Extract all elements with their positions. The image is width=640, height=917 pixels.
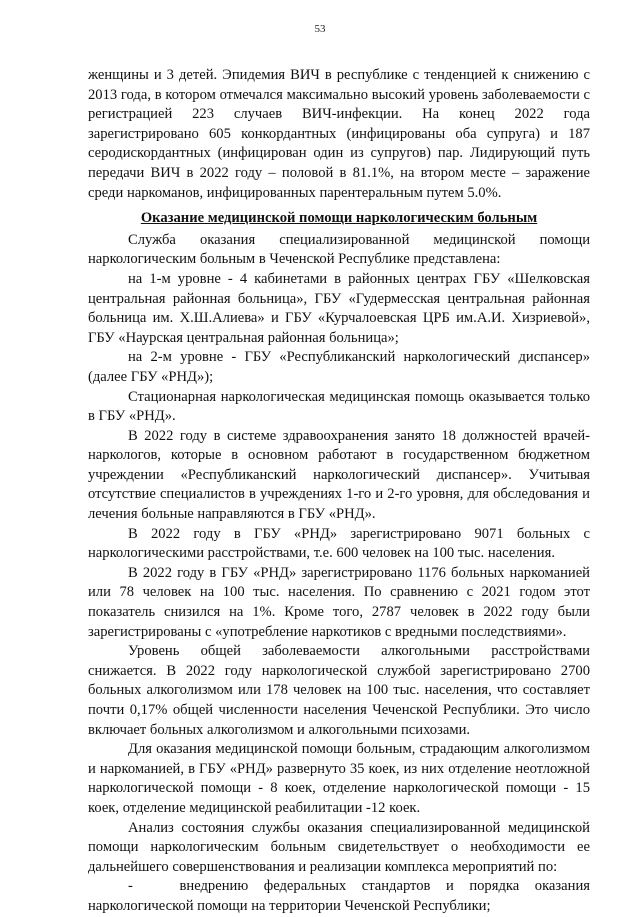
- paragraph: Стационарная наркологическая медицинская помощь оказывается только в ГБУ «РНД».: [88, 388, 590, 425]
- section-heading: Оказание медицинской помощи наркологическим больным: [140, 210, 538, 227]
- document-body: [88, 66, 590, 917]
- paragraph: на 1-м уровне - 4 кабинетами в районных центрах ГБУ «Шелковская центральная районная больница», ГБУ «Гудермесская центральная районная больница им. Х.Ш.Алиева» и ГБУ «Курчалоевская ЦРБ им.А.И. Хизриевой», ГБУ «Наурская центральная районная больница»;: [88, 270, 590, 346]
- page-number: 53: [314, 23, 326, 35]
- paragraph: женщины и 3 детей. Эпидемия ВИЧ в республике с тенденцией к снижению с 2013 года, в котором отмечался максимально высокий уровень заболеваемости с регистрацией 223 случаев ВИЧ-инфекции. На конец 2022 года зарегистрировано 605 конкордантных (инфицированы оба супруга) и 187 серодискордантных (инфицирован один из супругов) пар. Лидирующий путь передачи ВИЧ в 2022 году – половой в 81.1%, на втором месте – заражение среди наркоманов, инфицированных парентеральным путем 5.0%.: [88, 67, 590, 201]
- paragraph: на 2-м уровне - ГБУ «Республиканский наркологический диспансер» (далее ГБУ «РНД»);: [88, 349, 590, 385]
- paragraph: В 2022 году в системе здравоохранения занято 18 должностей врачей-наркологов, которые в основном работают в государственном бюджетном учреждении «Республиканский наркологический диспансер». Учитывая отсутствие специалистов в учреждениях 1-го и 2-го уровня, для обследования и лечения больные направляются в ГБУ «РНД».: [88, 427, 590, 523]
- list-item: - внедрению федеральных стандартов и порядка оказания наркологической помощи на территории Чеченской Республики;: [88, 878, 590, 914]
- paragraph: Уровень общей заболеваемости алкогольными расстройствами снижается. В 2022 году наркологической службой зарегистрировано 2700 больных алкоголизмом или 178 человек на 100 тыс. населения, что составляет почти 0,17% общей численности населения Чеченской Республики. Это число включает больных алкоголизмом и алкогольными психозами.: [88, 643, 590, 738]
- paragraph: Анализ состояния службы оказания специализированной медицинской помощи наркологическим больным свидетельствует о необходимости ее дальнейшего совершенствования и реализации комплекса мероприятий по:: [88, 819, 590, 875]
- paragraph: В 2022 году в ГБУ «РНД» зарегистрировано 9071 больных с наркологическими расстройствами, т.е. 600 человек на 100 тыс. населения.: [88, 525, 590, 562]
- paragraph: В 2022 году в ГБУ «РНД» зарегистрировано 1176 больных наркоманией или 78 человек на 100 тыс. населения. По сравнению с 2021 годом этот показатель снизился на 1%. Кроме того, 2787 человек в 2022 году были зарегистрированы с «употребление наркотиков с вредными последствиями».: [88, 564, 590, 640]
- paragraph: Служба оказания специализированной медицинской помощи наркологическим больным в Чеченской Республике представлена:: [88, 231, 590, 268]
- paragraph: Для оказания медицинской помощи больным, страдающим алкоголизмом и наркоманией, в ГБУ «РНД» развернуто 35 коек, из них отделение неотложной наркологической помощи - 8 коек, отделение наркологической помощи - 15 коек, отделение медицинской реабилитации -12 коек.: [88, 741, 590, 816]
